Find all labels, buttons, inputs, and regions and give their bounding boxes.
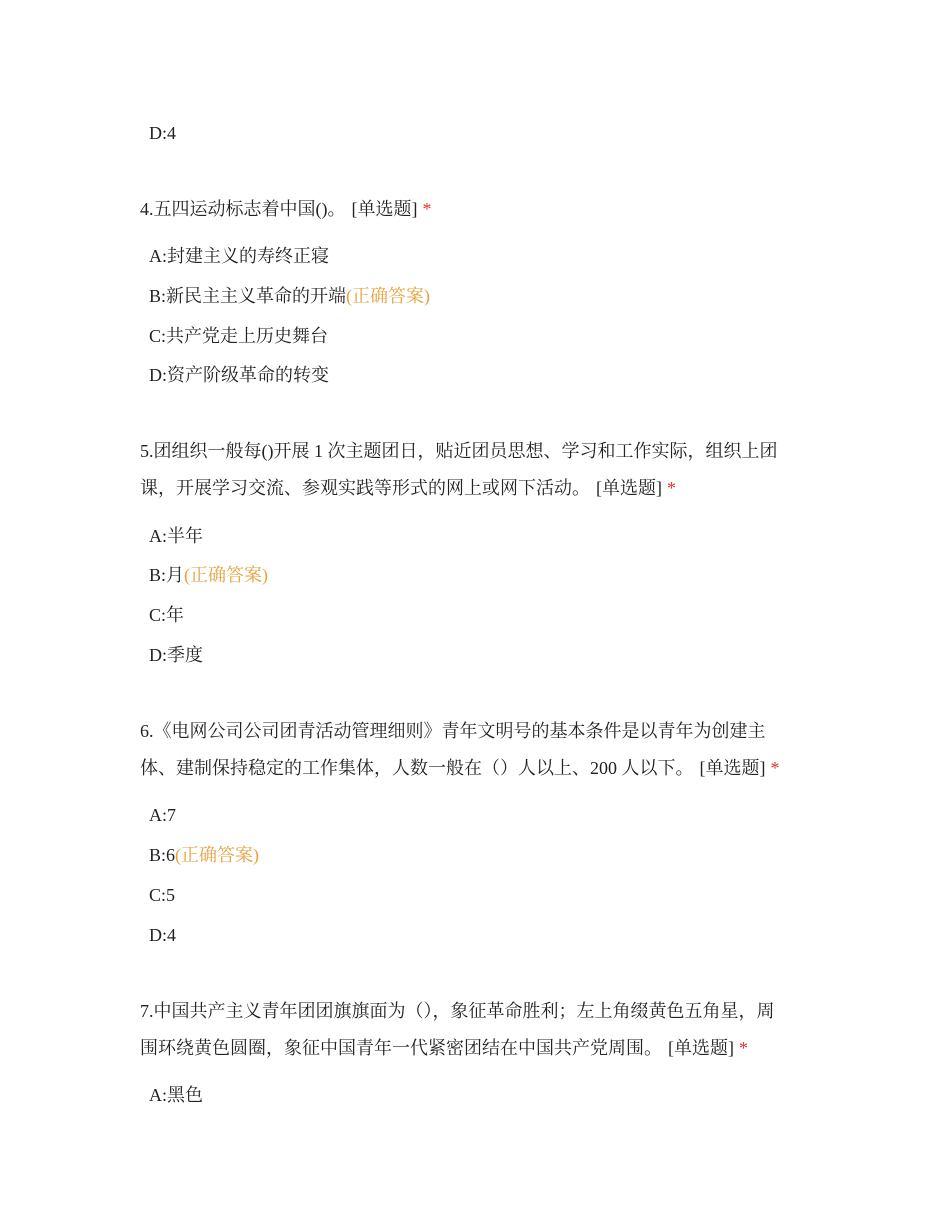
q4-option-a bbox=[149, 244, 329, 268]
option-text: A:封建主义的寿终正寝 bbox=[149, 246, 329, 266]
question-7-line-2 bbox=[140, 1030, 820, 1067]
question-5-text-2: 课，开展学习交流、参观实践等形式的网上或网下活动。 bbox=[140, 478, 590, 498]
question-6-text-2: 体、建制保持稳定的工作集体，人数一般在（）人以上、200 人以下。 bbox=[140, 758, 694, 778]
option-text: D:季度 bbox=[149, 645, 203, 665]
option-text: B:6 bbox=[149, 845, 176, 865]
option-text: B:月 bbox=[149, 565, 185, 585]
q6-option-c bbox=[149, 883, 175, 907]
required-mark: * bbox=[770, 758, 780, 778]
question-type-tag: [单选题] bbox=[668, 1038, 734, 1058]
question-type-tag: [单选题] bbox=[596, 478, 662, 498]
required-mark: * bbox=[739, 1038, 748, 1058]
option-text: C:年 bbox=[149, 605, 185, 625]
q4-option-c bbox=[149, 324, 328, 348]
question-4-title bbox=[140, 191, 820, 228]
option-text: B:新民主主义革命的开端 bbox=[149, 286, 347, 306]
question-7-text-2: 围环绕黄色圆圈，象征中国青年一代紧密团结在中国共产党周围。 bbox=[140, 1038, 662, 1058]
option-text: A:黑色 bbox=[149, 1085, 203, 1105]
q4-option-b bbox=[149, 284, 430, 308]
question-6-title bbox=[140, 713, 820, 787]
q6-option-a bbox=[149, 803, 176, 827]
q5-option-a bbox=[149, 524, 203, 548]
question-6-line-1: 6.《电网公司公司团青活动管理细则》青年文明号的基本条件是以青年为创建主 bbox=[140, 721, 766, 741]
q7-option-a bbox=[149, 1083, 203, 1107]
question-5-line-2 bbox=[140, 470, 820, 507]
question-7-line-1: 7.中国共产主义青年团团旗旗面为（），象征革命胜利；左上角缀黄色五角星，周 bbox=[140, 1001, 775, 1021]
question-4-line-1 bbox=[140, 191, 820, 228]
option-text: D:资产阶级革命的转变 bbox=[149, 365, 329, 385]
q5-option-c bbox=[149, 603, 184, 627]
q5-option-d bbox=[149, 643, 203, 667]
question-type-tag: [单选题] bbox=[351, 199, 418, 219]
option-text: C:共产党走上历史舞台 bbox=[149, 326, 329, 346]
option-text: D:4 bbox=[149, 123, 176, 143]
required-mark: * bbox=[667, 478, 676, 498]
q6-option-d bbox=[149, 923, 176, 947]
option-text: C:5 bbox=[149, 885, 176, 905]
q4-option-d bbox=[149, 363, 329, 387]
required-mark: * bbox=[422, 199, 432, 219]
option-text: A:半年 bbox=[149, 526, 203, 546]
question-5-line-1: 5.团组织一般每()开展 1 次主题团日，贴近团员思想、学习和工作实际，组织上团 bbox=[140, 441, 778, 461]
q6-option-b bbox=[149, 843, 259, 867]
correct-answer-mark: (正确答案) bbox=[346, 286, 431, 306]
q5-option-b bbox=[149, 563, 268, 587]
question-7-title bbox=[140, 993, 820, 1067]
question-4-text-1: 4.五四运动标志着中国()。 bbox=[140, 199, 346, 219]
question-5-title bbox=[140, 433, 820, 507]
question-6-line-2 bbox=[140, 750, 820, 787]
option-text: D:4 bbox=[149, 925, 176, 945]
correct-answer-mark: (正确答案) bbox=[184, 565, 269, 585]
q3-option-d bbox=[149, 121, 176, 145]
correct-answer-mark: (正确答案) bbox=[175, 845, 260, 865]
option-text: A:7 bbox=[149, 805, 176, 825]
question-type-tag: [单选题] bbox=[699, 758, 766, 778]
